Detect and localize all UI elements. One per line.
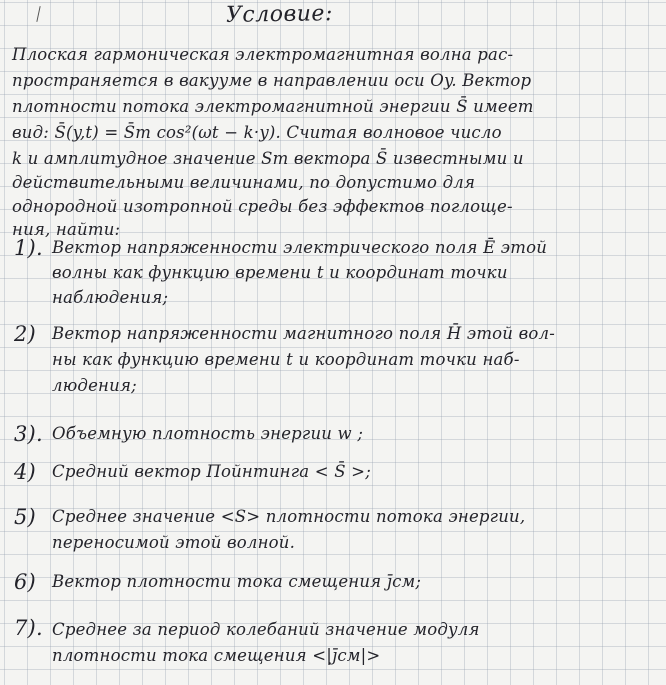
intro-line: плотности потока электромагнитной энергии S̄ имеет: [12, 97, 534, 116]
intro-line: ния, найти:: [12, 220, 121, 239]
item-number: 2): [14, 322, 36, 346]
item-number: 1).: [14, 236, 43, 260]
item-line: плотности тока смещения <|j̄см|>: [52, 646, 381, 665]
item-line: людения;: [52, 376, 137, 395]
item-line: Вектор плотности тока смещения j̄см;: [52, 572, 422, 591]
intro-line: пространяется в вакууме в направлении оси Oy. Вектор: [12, 71, 532, 90]
page-title: Условие:: [225, 1, 334, 28]
item-number: 3).: [14, 422, 43, 446]
item-line: Вектор напряженности электрического поля Ē этой: [52, 238, 548, 257]
pen-mark: [36, 6, 40, 22]
intro-line: действительными величинами, по допустимо для: [12, 173, 476, 192]
item-line: волны как функцию времени t и координат точки: [52, 263, 508, 282]
item-line: ны как функцию времени t и координат точки наб-: [52, 350, 520, 369]
item-number: 7).: [14, 616, 43, 640]
item-line: переносимой этой волной.: [52, 533, 296, 552]
item-number: 6): [14, 570, 36, 594]
item-line: Вектор напряженности магнитного поля H̄ этой вол-: [52, 324, 555, 343]
item-line: Объемную плотность энергии w ;: [52, 424, 364, 443]
item-line: Среднее значение <S> плотности потока энергии,: [52, 507, 526, 526]
intro-line: вид: S̄(y,t) = S̄m cos²(ωt − k·y). Считая волновое число: [12, 123, 502, 142]
intro-line: Плоская гармоническая электромагнитная волна рас-: [12, 45, 514, 64]
item-line: наблюдения;: [52, 288, 169, 307]
item-line: Среднее за период колебаний значение модуля: [52, 620, 480, 639]
intro-line: однородной изотропной среды без эффектов поглоще-: [12, 197, 513, 216]
item-number: 4): [14, 460, 36, 484]
item-number: 5): [14, 505, 36, 529]
item-line: Средний вектор Пойнтинга < S̄ >;: [52, 462, 371, 481]
intro-line: k и амплитудное значение Sm вектора S̄ известными и: [12, 149, 524, 168]
